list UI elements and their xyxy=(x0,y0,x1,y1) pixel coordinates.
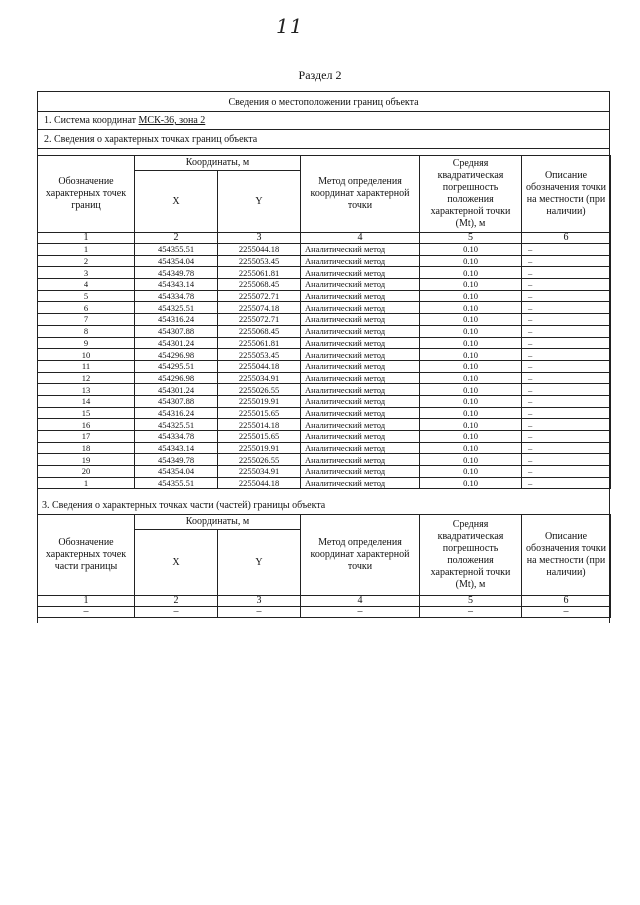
point-id-cell: 9 xyxy=(38,337,135,349)
x-coordinate-cell: 454355.51 xyxy=(135,244,218,256)
table-row xyxy=(38,314,611,326)
y-coordinate-cell: 2255072.71 xyxy=(218,314,301,326)
description-cell: – xyxy=(522,407,611,419)
table-row xyxy=(38,325,611,337)
header-error: Средняя квадратическая погрешность положения характерной точки (Mt), м xyxy=(420,515,522,596)
description-cell: – xyxy=(522,325,611,337)
description-cell: – xyxy=(522,360,611,372)
divider xyxy=(37,129,610,130)
x-coordinate-cell: 454316.24 xyxy=(135,314,218,326)
header-coordinates: Координаты, м xyxy=(135,515,301,530)
table-row xyxy=(38,466,611,478)
description-cell: – xyxy=(522,442,611,454)
point-id-cell: 15 xyxy=(38,407,135,419)
y-coordinate-cell: 2255015.65 xyxy=(218,407,301,419)
coord-system-line xyxy=(44,115,205,126)
table-row xyxy=(38,349,611,361)
table-cell: – xyxy=(420,607,522,618)
column-number: 2 xyxy=(135,233,218,244)
x-coordinate-cell: 454301.24 xyxy=(135,337,218,349)
method-cell: Аналитический метод xyxy=(301,442,420,454)
x-coordinate-cell: 454296.98 xyxy=(135,349,218,361)
table-row xyxy=(38,442,611,454)
table-row xyxy=(38,255,611,267)
points-table-body xyxy=(38,244,611,489)
x-coordinate-cell: 454325.51 xyxy=(135,419,218,431)
table-row xyxy=(38,454,611,466)
error-value-cell: 0.10 xyxy=(420,477,522,489)
description-cell: – xyxy=(522,372,611,384)
table-row xyxy=(38,372,611,384)
description-cell: – xyxy=(522,290,611,302)
error-value-cell: 0.10 xyxy=(420,466,522,478)
error-value-cell: 0.10 xyxy=(420,244,522,256)
x-coordinate-cell: 454307.88 xyxy=(135,395,218,407)
column-number: 4 xyxy=(301,233,420,244)
divider xyxy=(37,148,610,149)
point-id-cell: 14 xyxy=(38,395,135,407)
points-table xyxy=(37,155,611,489)
header-y: Y xyxy=(218,530,301,596)
table-row xyxy=(38,407,611,419)
column-number: 2 xyxy=(135,596,218,607)
table-row xyxy=(38,290,611,302)
description-cell: – xyxy=(522,314,611,326)
method-cell: Аналитический метод xyxy=(301,314,420,326)
column-number: 3 xyxy=(218,233,301,244)
header-designation: Обозначение характерных точек границ xyxy=(38,156,135,233)
method-cell: Аналитический метод xyxy=(301,325,420,337)
method-cell: Аналитический метод xyxy=(301,454,420,466)
part-points-table xyxy=(37,514,611,618)
method-cell: Аналитический метод xyxy=(301,244,420,256)
table-row xyxy=(38,360,611,372)
table-row xyxy=(38,384,611,396)
error-value-cell: 0.10 xyxy=(420,290,522,302)
column-number: 4 xyxy=(301,596,420,607)
error-value-cell: 0.10 xyxy=(420,395,522,407)
header-description: Описание обозначения точки на местности (при наличии) xyxy=(522,156,611,233)
point-id-cell: 1 xyxy=(38,477,135,489)
header-designation: Обозначение характерных точек части границы xyxy=(38,515,135,596)
point-id-cell: 12 xyxy=(38,372,135,384)
point-id-cell: 4 xyxy=(38,279,135,291)
table-row xyxy=(38,302,611,314)
column-number: 5 xyxy=(420,596,522,607)
table-row xyxy=(38,395,611,407)
description-cell: – xyxy=(522,255,611,267)
error-value-cell: 0.10 xyxy=(420,431,522,443)
column-number: 6 xyxy=(522,596,611,607)
description-cell: – xyxy=(522,302,611,314)
column-numbers-row xyxy=(38,233,611,244)
x-coordinate-cell: 454343.14 xyxy=(135,279,218,291)
method-cell: Аналитический метод xyxy=(301,395,420,407)
column-number: 1 xyxy=(38,233,135,244)
x-coordinate-cell: 454349.78 xyxy=(135,267,218,279)
x-coordinate-cell: 454301.24 xyxy=(135,384,218,396)
point-id-cell: 3 xyxy=(38,267,135,279)
error-value-cell: 0.10 xyxy=(420,384,522,396)
y-coordinate-cell: 2255044.18 xyxy=(218,477,301,489)
x-coordinate-cell: 454334.78 xyxy=(135,290,218,302)
error-value-cell: 0.10 xyxy=(420,372,522,384)
divider xyxy=(37,111,610,112)
x-coordinate-cell: 454349.78 xyxy=(135,454,218,466)
method-cell: Аналитический метод xyxy=(301,267,420,279)
point-id-cell: 1 xyxy=(38,244,135,256)
x-coordinate-cell: 454325.51 xyxy=(135,302,218,314)
error-value-cell: 0.10 xyxy=(420,419,522,431)
y-coordinate-cell: 2255074.18 xyxy=(218,302,301,314)
table-row xyxy=(38,244,611,256)
error-value-cell: 0.10 xyxy=(420,325,522,337)
section-title: Раздел 2 xyxy=(298,68,342,82)
point-id-cell: 17 xyxy=(38,431,135,443)
column-number: 3 xyxy=(218,596,301,607)
error-value-cell: 0.10 xyxy=(420,314,522,326)
point-id-cell: 16 xyxy=(38,419,135,431)
table-row xyxy=(38,279,611,291)
description-cell: – xyxy=(522,431,611,443)
description-cell: – xyxy=(522,279,611,291)
error-value-cell: 0.10 xyxy=(420,360,522,372)
y-coordinate-cell: 2255053.45 xyxy=(218,255,301,267)
table1-section-label: 2. Сведения о характерных точках границ объекта xyxy=(44,134,258,145)
description-cell: – xyxy=(522,454,611,466)
table-cell: – xyxy=(218,607,301,618)
table2-section-label: 3. Сведения о характерных точках части (частей) границы объекта xyxy=(42,500,326,511)
description-cell: – xyxy=(522,337,611,349)
table-row xyxy=(38,337,611,349)
page-number: 11 xyxy=(276,14,304,38)
y-coordinate-cell: 2255014.18 xyxy=(218,419,301,431)
y-coordinate-cell: 2255053.45 xyxy=(218,349,301,361)
error-value-cell: 0.10 xyxy=(420,337,522,349)
point-id-cell: 5 xyxy=(38,290,135,302)
y-coordinate-cell: 2255019.91 xyxy=(218,395,301,407)
method-cell: Аналитический метод xyxy=(301,419,420,431)
error-value-cell: 0.10 xyxy=(420,454,522,466)
error-value-cell: 0.10 xyxy=(420,407,522,419)
description-cell: – xyxy=(522,466,611,478)
x-coordinate-cell: 454354.04 xyxy=(135,466,218,478)
x-coordinate-cell: 454316.24 xyxy=(135,407,218,419)
y-coordinate-cell: 2255026.55 xyxy=(218,384,301,396)
point-id-cell: 7 xyxy=(38,314,135,326)
method-cell: Аналитический метод xyxy=(301,302,420,314)
y-coordinate-cell: 2255072.71 xyxy=(218,290,301,302)
column-number: 6 xyxy=(522,233,611,244)
error-value-cell: 0.10 xyxy=(420,279,522,291)
method-cell: Аналитический метод xyxy=(301,337,420,349)
point-id-cell: 2 xyxy=(38,255,135,267)
table-row xyxy=(38,419,611,431)
description-cell: – xyxy=(522,419,611,431)
method-cell: Аналитический метод xyxy=(301,372,420,384)
description-cell: – xyxy=(522,477,611,489)
header-y: Y xyxy=(218,171,301,233)
description-cell: – xyxy=(522,267,611,279)
method-cell: Аналитический метод xyxy=(301,384,420,396)
point-id-cell: 8 xyxy=(38,325,135,337)
y-coordinate-cell: 2255068.45 xyxy=(218,279,301,291)
method-cell: Аналитический метод xyxy=(301,466,420,478)
table-cell: – xyxy=(301,607,420,618)
method-cell: Аналитический метод xyxy=(301,279,420,291)
method-cell: Аналитический метод xyxy=(301,290,420,302)
y-coordinate-cell: 2255044.18 xyxy=(218,360,301,372)
y-coordinate-cell: 2255034.91 xyxy=(218,372,301,384)
point-id-cell: 13 xyxy=(38,384,135,396)
description-cell: – xyxy=(522,349,611,361)
error-value-cell: 0.10 xyxy=(420,349,522,361)
y-coordinate-cell: 2255019.91 xyxy=(218,442,301,454)
error-value-cell: 0.10 xyxy=(420,302,522,314)
error-value-cell: 0.10 xyxy=(420,442,522,454)
y-coordinate-cell: 2255044.18 xyxy=(218,244,301,256)
frame-title: Сведения о местоположении границ объекта xyxy=(228,97,419,108)
x-coordinate-cell: 454334.78 xyxy=(135,431,218,443)
x-coordinate-cell: 454343.14 xyxy=(135,442,218,454)
description-cell: – xyxy=(522,384,611,396)
table-row xyxy=(38,477,611,489)
x-coordinate-cell: 454307.88 xyxy=(135,325,218,337)
x-coordinate-cell: 454295.51 xyxy=(135,360,218,372)
point-id-cell: 10 xyxy=(38,349,135,361)
header-x: X xyxy=(135,171,218,233)
table-cell: – xyxy=(135,607,218,618)
y-coordinate-cell: 2255061.81 xyxy=(218,267,301,279)
header-error: Средняя квадратическая погрешность положения характерной точки (Mt), м xyxy=(420,156,522,233)
point-id-cell: 18 xyxy=(38,442,135,454)
point-id-cell: 19 xyxy=(38,454,135,466)
y-coordinate-cell: 2255061.81 xyxy=(218,337,301,349)
method-cell: Аналитический метод xyxy=(301,477,420,489)
column-number: 1 xyxy=(38,596,135,607)
table-cell: – xyxy=(522,607,611,618)
header-coordinates: Координаты, м xyxy=(135,156,301,171)
table-cell: – xyxy=(38,607,135,618)
header-method: Метод определения координат характерной точки xyxy=(301,515,420,596)
method-cell: Аналитический метод xyxy=(301,360,420,372)
header-method: Метод определения координат характерной точки xyxy=(301,156,420,233)
table-row xyxy=(38,431,611,443)
column-numbers-row xyxy=(38,596,611,607)
method-cell: Аналитический метод xyxy=(301,255,420,267)
y-coordinate-cell: 2255068.45 xyxy=(218,325,301,337)
x-coordinate-cell: 454296.98 xyxy=(135,372,218,384)
table-row xyxy=(38,607,611,618)
error-value-cell: 0.10 xyxy=(420,255,522,267)
point-id-cell: 11 xyxy=(38,360,135,372)
error-value-cell: 0.10 xyxy=(420,267,522,279)
x-coordinate-cell: 454355.51 xyxy=(135,477,218,489)
coord-system-value: МСК-36, зона 2 xyxy=(138,115,206,126)
description-cell: – xyxy=(522,395,611,407)
table-row xyxy=(38,267,611,279)
x-coordinate-cell: 454354.04 xyxy=(135,255,218,267)
method-cell: Аналитический метод xyxy=(301,431,420,443)
coord-system-label: 1. Система координат xyxy=(44,115,139,126)
point-id-cell: 20 xyxy=(38,466,135,478)
column-number: 5 xyxy=(420,233,522,244)
header-description: Описание обозначения точки на местности (при наличии) xyxy=(522,515,611,596)
y-coordinate-cell: 2255026.55 xyxy=(218,454,301,466)
method-cell: Аналитический метод xyxy=(301,349,420,361)
method-cell: Аналитический метод xyxy=(301,407,420,419)
point-id-cell: 6 xyxy=(38,302,135,314)
y-coordinate-cell: 2255015.65 xyxy=(218,431,301,443)
y-coordinate-cell: 2255034.91 xyxy=(218,466,301,478)
header-x: X xyxy=(135,530,218,596)
description-cell: – xyxy=(522,244,611,256)
